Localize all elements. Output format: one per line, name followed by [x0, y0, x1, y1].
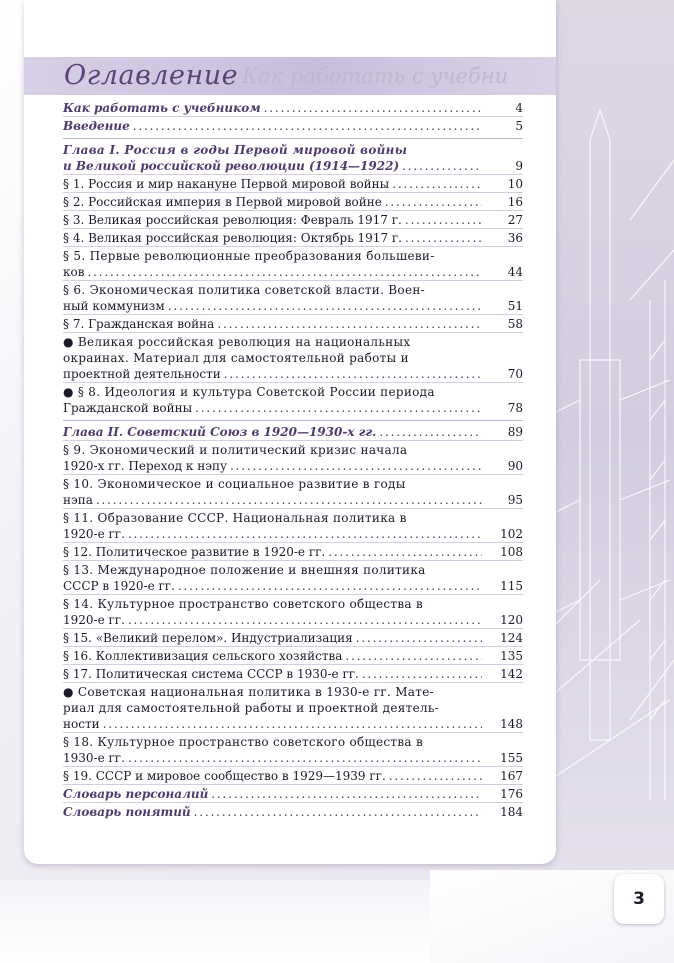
- toc-page-number: 90: [507, 459, 523, 473]
- dot-leader: [385, 194, 482, 210]
- toc-entry-title: § 12. Политическое развитие в 1920-е гг.: [63, 545, 326, 559]
- dot-leader: [405, 212, 482, 228]
- toc-entry-title: § 4. Великая российская революция: Октябрь 1917 г.: [63, 231, 402, 245]
- toc-page-number: 120: [500, 613, 523, 627]
- toc-entry[interactable]: [63, 314, 523, 332]
- toc-entry[interactable]: [63, 210, 523, 228]
- table-of-contents: [63, 100, 523, 820]
- toc-entry-title: § 19. СССР и мировое сообщество в 1929—1939 гг.: [63, 769, 386, 783]
- background-bottom-band: [0, 880, 430, 963]
- dot-leader: [194, 804, 482, 820]
- toc-entry-title: 1920-е гг.: [63, 527, 125, 541]
- toc-page-number: 124: [500, 631, 523, 645]
- toc-page-number: 155: [500, 751, 523, 765]
- toc-entry-title: окраинах. Материал для самостоятельной работы и: [63, 351, 409, 365]
- dot-leader: [217, 316, 482, 332]
- toc-entry-title: § 16. Коллективизация сельского хозяйства: [63, 649, 343, 663]
- toc-entry[interactable]: [63, 508, 523, 542]
- dot-leader: [128, 750, 482, 766]
- toc-entry-title: Гражданской войны: [63, 401, 193, 415]
- toc-page-number: 102: [500, 527, 523, 541]
- toc-entry-title: § 3. Великая российская революция: Февраль 1917 г.: [63, 213, 402, 227]
- toc-entry[interactable]: [63, 664, 523, 682]
- toc-entry-title: ● § 8. Идеология и культура Советской России периода: [63, 385, 435, 399]
- dot-leader: [328, 544, 482, 560]
- toc-page-number: 176: [500, 787, 523, 801]
- dot-leader: [379, 424, 482, 440]
- toc-page-number: 78: [507, 401, 523, 415]
- toc-entry[interactable]: [63, 382, 523, 416]
- dot-leader: [96, 492, 482, 508]
- toc-entry[interactable]: [63, 646, 523, 664]
- toc-entry[interactable]: [63, 732, 523, 766]
- toc-entry-title: риал для самостоятельной работы и проектной деятель-: [63, 701, 440, 715]
- dot-leader: [405, 230, 482, 246]
- toc-entry-title: нэпа: [63, 493, 93, 507]
- toc-page-number: 16: [507, 195, 523, 209]
- toc-page-number: 142: [500, 667, 523, 681]
- toc-page-number: 148: [500, 717, 523, 731]
- toc-entry-title: Словарь понятий: [63, 805, 191, 819]
- toc-entry[interactable]: [63, 174, 523, 192]
- toc-page-number: 51: [507, 299, 523, 313]
- dot-leader: [195, 400, 482, 416]
- dot-leader: [230, 458, 482, 474]
- toc-entry-title: проектной деятельности: [63, 367, 221, 381]
- toc-entry[interactable]: [63, 440, 523, 474]
- toc-entry-title: § 10. Экономическое и социальное развитие в годы: [63, 477, 406, 491]
- toc-entry-title: Глава II. Советский Союз в 1920—1930-х гг.: [63, 425, 377, 439]
- toc-entry-title: и Великой российской революции (1914—1922): [63, 159, 400, 173]
- toc-entry[interactable]: [63, 802, 523, 820]
- toc-page-number: 167: [500, 769, 523, 783]
- toc-entry-title: § 17. Политическая система СССР в 1930-е гг.: [63, 667, 359, 681]
- toc-entry[interactable]: [63, 192, 523, 210]
- toc-page-number: 95: [507, 493, 523, 507]
- toc-entry-title: ков: [63, 265, 85, 279]
- dot-leader: [392, 176, 482, 192]
- toc-entry-title: § 6. Экономическая политика советской власти. Воен-: [63, 283, 425, 297]
- toc-entry-title: Словарь персоналий: [63, 787, 209, 801]
- toc-entry-title: ● Советская национальная политика в 1930-е гг. Мате-: [63, 685, 434, 699]
- dot-leader: [345, 648, 482, 664]
- toc-entry[interactable]: [63, 116, 523, 134]
- toc-entry[interactable]: [63, 682, 523, 732]
- toc-entry[interactable]: [63, 560, 523, 594]
- toc-page-number: 10: [507, 177, 523, 191]
- toc-entry-title: Введение: [63, 119, 130, 133]
- toc-page-number: 9: [515, 159, 523, 173]
- toc-entry[interactable]: [63, 332, 523, 382]
- toc-entry-title: § 13. Международное положение и внешняя политика: [63, 563, 426, 577]
- dot-leader: [362, 666, 482, 682]
- dot-leader: [178, 578, 482, 594]
- toc-entry-title: § 9. Экономический и политический кризис начала: [63, 443, 408, 457]
- toc-page-number: 36: [507, 231, 523, 245]
- toc-page-number: 44: [507, 265, 523, 279]
- toc-page-number: 58: [507, 317, 523, 331]
- toc-entry[interactable]: [63, 474, 523, 508]
- toc-entry-title: 1920-е гг.: [63, 613, 125, 627]
- toc-entry-title: ный коммунизм: [63, 299, 165, 313]
- toc-page-number: 5: [515, 119, 523, 133]
- dot-leader: [389, 768, 482, 784]
- toc-entry[interactable]: [63, 594, 523, 628]
- toc-entry-title: 1930-е гг.: [63, 751, 125, 765]
- toc-entry[interactable]: [63, 766, 523, 784]
- toc-entry-title: ности: [63, 717, 100, 731]
- toc-page-number: 4: [515, 101, 523, 115]
- toc-entry-title: 1920-х гг. Переход к нэпу: [63, 459, 228, 473]
- toc-entry[interactable]: [63, 246, 523, 280]
- dot-leader: [356, 630, 482, 646]
- toc-entry-title: Как работать с учебником: [63, 101, 261, 115]
- dot-leader: [224, 366, 482, 382]
- toc-entry-title: § 15. «Великий перелом». Индустриализация: [63, 631, 353, 645]
- toc-entry-title: § 18. Культурное пространство советского общества в: [63, 735, 424, 749]
- dot-leader: [128, 526, 482, 542]
- toc-entry-title: ● Великая российская революция на национальных: [63, 335, 411, 349]
- dot-leader: [211, 786, 482, 802]
- toc-entry-title: СССР в 1920-е гг.: [63, 579, 175, 593]
- toc-page-number: 108: [500, 545, 523, 559]
- dot-leader: [168, 298, 482, 314]
- dot-leader: [87, 264, 482, 280]
- toc-page-number: 27: [507, 213, 523, 227]
- dot-leader: [133, 118, 482, 134]
- toc-page-number: 115: [500, 579, 523, 593]
- toc-page-number: 184: [500, 805, 523, 819]
- dot-leader: [402, 158, 482, 174]
- toc-entry-title: § 14. Культурное пространство советского общества в: [63, 597, 424, 611]
- toc-entry[interactable]: [63, 784, 523, 802]
- toc-entry[interactable]: [63, 420, 523, 440]
- page-number-badge: 3: [614, 874, 664, 924]
- toc-entry[interactable]: [63, 542, 523, 560]
- ghost-heading: Как работать с учебни: [242, 64, 509, 88]
- toc-entry-title: § 1. Россия и мир накануне Первой мировой войны: [63, 177, 390, 191]
- toc-entry[interactable]: [63, 228, 523, 246]
- toc-entry[interactable]: [63, 280, 523, 314]
- page-title: Оглавление: [64, 60, 239, 91]
- toc-entry-title: § 11. Образование СССР. Национальная политика в: [63, 511, 407, 525]
- toc-entry-title: § 5. Первые революционные преобразования большеви-: [63, 249, 435, 263]
- toc-entry-title: § 2. Российская империя в Первой мировой войне: [63, 195, 382, 209]
- dot-leader: [264, 100, 482, 116]
- toc-entry-title: Глава I. Россия в годы Первой мировой войны: [63, 143, 408, 157]
- dot-leader: [128, 612, 482, 628]
- toc-entry[interactable]: [63, 138, 523, 174]
- toc-page-number: 89: [507, 425, 523, 439]
- toc-entry-title: § 7. Гражданская война: [63, 317, 215, 331]
- toc-page-number: 70: [507, 367, 523, 381]
- dot-leader: [103, 716, 482, 732]
- toc-entry[interactable]: [63, 100, 523, 116]
- toc-entry[interactable]: [63, 628, 523, 646]
- toc-page-number: 135: [500, 649, 523, 663]
